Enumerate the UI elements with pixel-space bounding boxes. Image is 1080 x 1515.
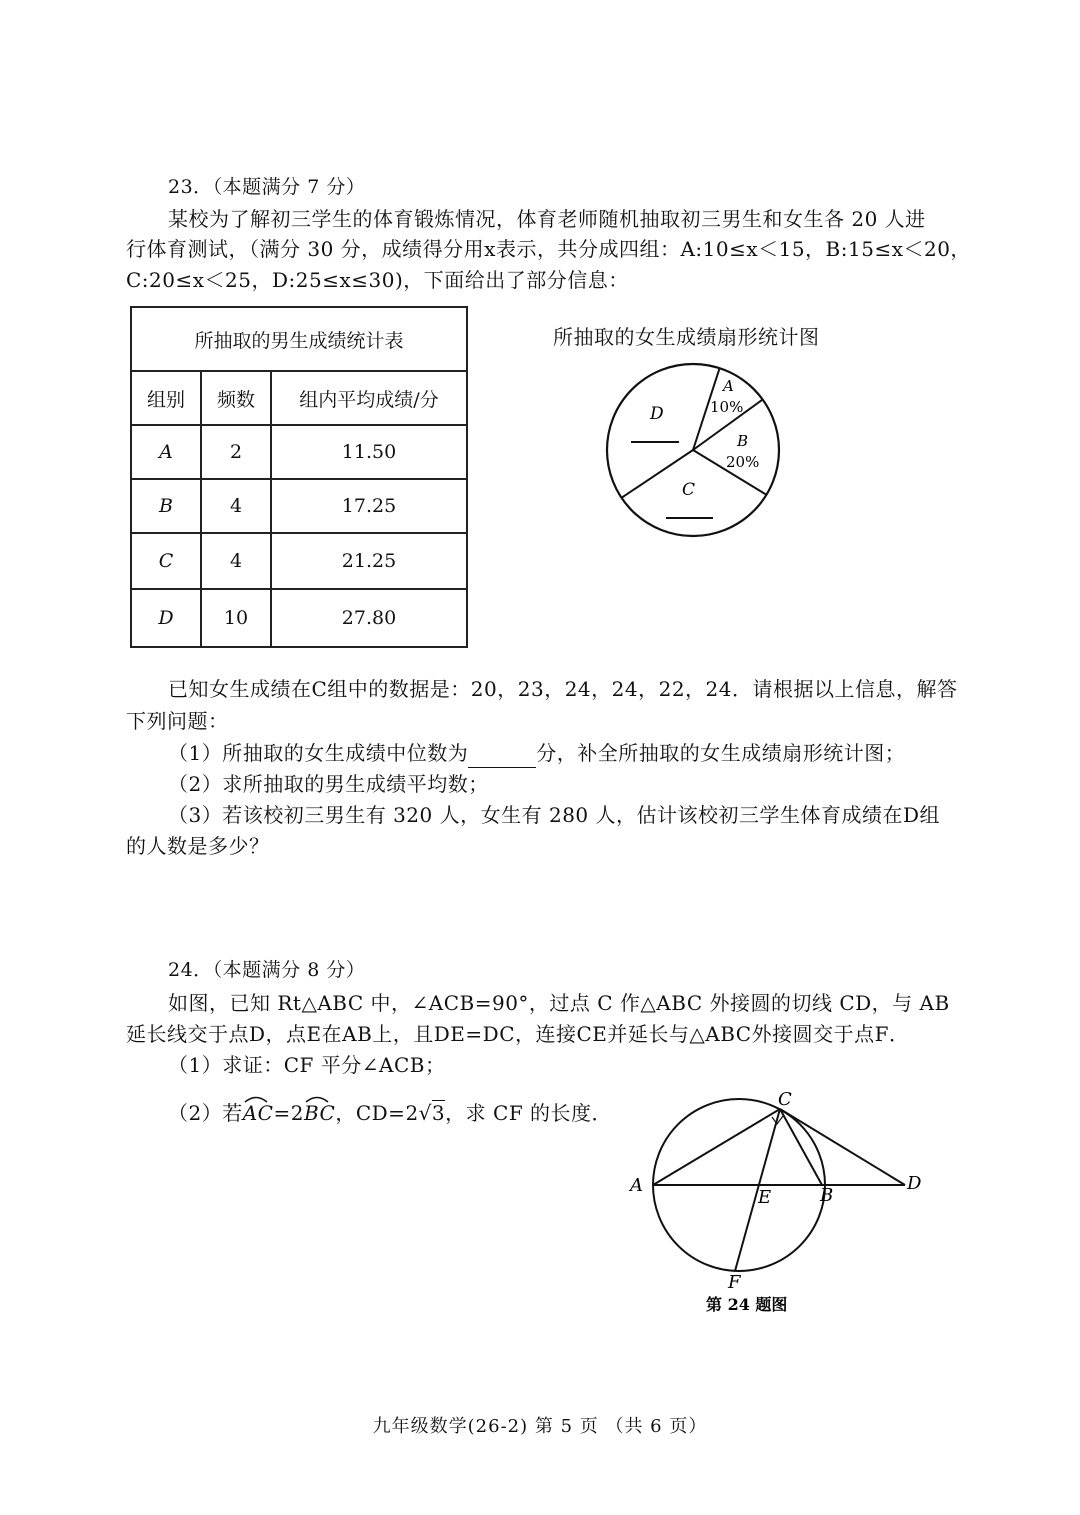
table-row (131, 533, 467, 589)
table-cell-avg: 11.50 (271, 425, 467, 479)
table-cell-group: D (131, 589, 201, 647)
q23-intro-line-2: 行体育测试，（满分 30 分，成绩得分用x表示，共分成四组：A:10≤x＜15，B:15≤x＜20， (126, 237, 971, 261)
boys-score-table (130, 306, 468, 648)
pie-label-d: D (650, 404, 664, 424)
table-cell-group: A (131, 425, 201, 479)
girls-pie-chart (600, 355, 790, 545)
page-footer: 九年级数学(26-2) 第 5 页 （共 6 页） (372, 1416, 708, 1437)
pie-label-c: C (682, 480, 696, 500)
q24-sub2-mid: =2 (273, 1101, 304, 1125)
boys-table-title: 所抽取的男生成绩统计表 (131, 307, 467, 371)
table-cell-avg: 27.80 (271, 589, 467, 647)
table-row (131, 589, 467, 647)
point-label-b: B (820, 1185, 834, 1206)
pie-percent-b: 20% (726, 453, 760, 471)
table-header-avg: 组内平均成绩/分 (271, 371, 467, 425)
segment-ac (653, 1109, 780, 1185)
table-cell-freq: 10 (201, 589, 271, 647)
q23-intro-line-3: C:20≤x＜25，D:25≤x≤30)，下面给出了部分信息： (126, 268, 629, 292)
table-row (131, 479, 467, 533)
table-row (131, 425, 467, 479)
arc-ac-text: AC (242, 1101, 274, 1125)
sqrt-value: 3 (431, 1101, 446, 1125)
q24-line-1: 如图，已知 Rt△ABC 中，∠ACB=90°，过点 C 作△ABC 外接圆的切线 CD，与 AB (168, 991, 950, 1015)
q23-sub1-after: 分，补全所抽取的女生成绩扇形统计图； (536, 741, 906, 765)
table-header-freq: 频数 (201, 371, 271, 425)
point-label-e: E (758, 1187, 772, 1208)
pie-label-b: B (737, 432, 749, 450)
point-label-c: C (778, 1089, 792, 1110)
q23-sub3-line-1: （3）若该校初三男生有 320 人，女生有 280 人，估计该校初三学生体育成绩在D组 (168, 803, 941, 827)
table-cell-freq: 4 (201, 479, 271, 533)
q23-sub3-line-2: 的人数是多少？ (126, 834, 270, 858)
q23-sub1 (168, 738, 905, 768)
pie-percent-a: 10% (710, 398, 744, 416)
point-label-f: F (728, 1272, 741, 1293)
pie-label-a: A (723, 377, 734, 395)
answer-blank[interactable] (468, 745, 536, 768)
table-cell-avg: 21.25 (271, 533, 467, 589)
q24-line-2: 延长线交于点D，点E在AB上，且DE=DC，连接CE并延长与△ABC外接圆交于点F． (126, 1022, 910, 1046)
q24-heading: 24．（本题满分 8 分） (168, 959, 366, 981)
arc-symbol-icon (304, 1095, 330, 1103)
q24-sub2-cd: ，CD=2 (335, 1101, 419, 1125)
table-cell-avg: 17.25 (271, 479, 467, 533)
geometry-figure (620, 1085, 940, 1325)
q23-known-line-2: 下列问题： (126, 709, 229, 733)
q23-heading: 23．（本题满分 7 分） (168, 176, 366, 198)
table-cell-freq: 2 (201, 425, 271, 479)
q24-sub2-prefix: （2）若 (168, 1101, 243, 1125)
q23-known-line-1: 已知女生成绩在C组中的数据是：20，23，24，24，22，24．请根据以上信息，解答 (168, 677, 958, 701)
arc-bc (304, 1098, 335, 1128)
q23-sub1-before: （1）所抽取的女生成绩中位数为 (168, 741, 469, 765)
table-cell-group: B (131, 479, 201, 533)
q24-sub2 (168, 1098, 612, 1128)
segment-cd (780, 1109, 905, 1185)
pie-title: 所抽取的女生成绩扇形统计图 (553, 325, 820, 349)
point-label-d: D (907, 1173, 922, 1194)
table-cell-group: C (131, 533, 201, 589)
arc-bc-text: BC (303, 1101, 336, 1125)
table-cell-freq: 4 (201, 533, 271, 589)
arc-ac (243, 1098, 274, 1128)
sqrt-symbol: √3 (418, 1101, 446, 1125)
q23-sub2: （2）求所抽取的男生成绩平均数； (168, 772, 489, 796)
q24-sub1: （1）求证：CF 平分∠ACB； (168, 1053, 446, 1077)
arc-symbol-icon (243, 1095, 269, 1103)
figure-caption: 第 24 题图 (706, 1295, 788, 1314)
q23-intro-line-1: 某校为了解初三学生的体育锻炼情况，体育老师随机抽取初三男生和女生各 20 人进 (168, 207, 926, 231)
q24-sub2-suffix: ，求 CF 的长度． (445, 1101, 613, 1125)
table-header-group: 组别 (131, 371, 201, 425)
point-label-a: A (630, 1175, 643, 1196)
